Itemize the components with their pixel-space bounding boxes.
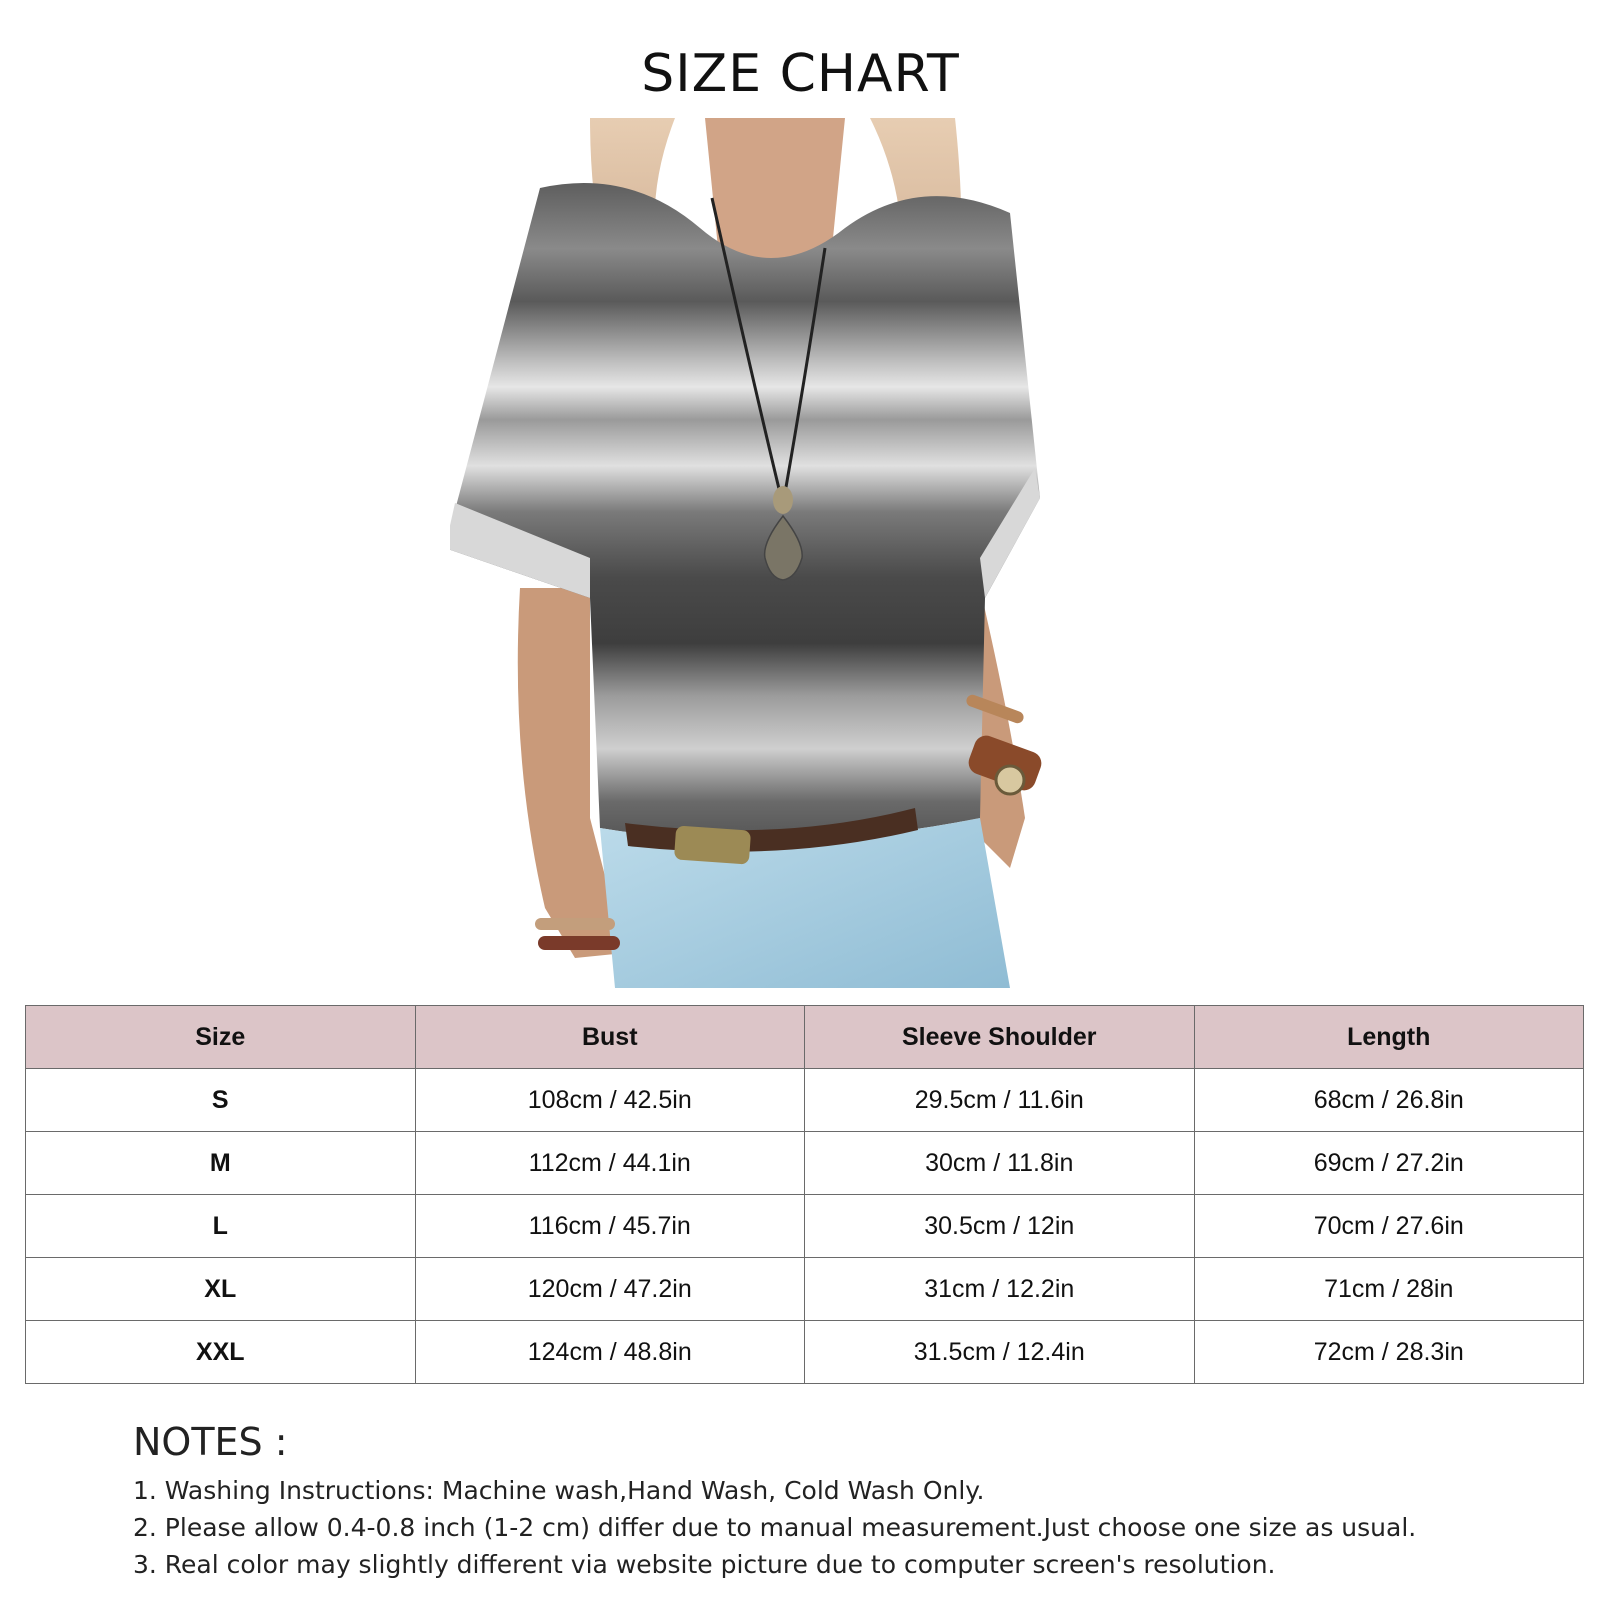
size-cell: S <box>26 1069 416 1132</box>
model-photo <box>450 118 1060 988</box>
model-wearing-striped-tshirt-photo <box>450 118 1060 988</box>
length-cell: 70cm / 27.6in <box>1194 1195 1584 1258</box>
sleeve-shoulder-cell: 31.5cm / 12.4in <box>805 1321 1195 1384</box>
page-title: SIZE CHART <box>641 44 960 104</box>
notes-list <box>133 1472 1573 1583</box>
bust-cell: 124cm / 48.8in <box>415 1321 805 1384</box>
bust-cell: 108cm / 42.5in <box>415 1069 805 1132</box>
column-header-bust: Bust <box>415 1006 805 1069</box>
notes-title: NOTES : <box>133 1420 288 1464</box>
size-cell: L <box>26 1195 416 1258</box>
length-cell: 71cm / 28in <box>1194 1258 1584 1321</box>
length-cell: 69cm / 27.2in <box>1194 1132 1584 1195</box>
length-cell: 68cm / 26.8in <box>1194 1069 1584 1132</box>
column-header-length: Length <box>1194 1006 1584 1069</box>
size-chart-table <box>25 1005 1584 1384</box>
size-cell: M <box>26 1132 416 1195</box>
note-item: 1. Washing Instructions: Machine wash,Hand Wash, Cold Wash Only. <box>133 1476 985 1505</box>
length-cell: 72cm / 28.3in <box>1194 1321 1584 1384</box>
column-header-sleeve-shoulder: Sleeve Shoulder <box>805 1006 1195 1069</box>
bust-cell: 116cm / 45.7in <box>415 1195 805 1258</box>
column-header-size: Size <box>26 1006 416 1069</box>
note-item: 3. Real color may slightly different via website picture due to computer screen's resolution. <box>133 1550 1276 1579</box>
sleeve-shoulder-cell: 30.5cm / 12in <box>805 1195 1195 1258</box>
sleeve-shoulder-cell: 31cm / 12.2in <box>805 1258 1195 1321</box>
table-row <box>26 1132 1584 1195</box>
table-row <box>26 1195 1584 1258</box>
sleeve-shoulder-cell: 29.5cm / 11.6in <box>805 1069 1195 1132</box>
table-row <box>26 1321 1584 1384</box>
bust-cell: 112cm / 44.1in <box>415 1132 805 1195</box>
note-item: 2. Please allow 0.4-0.8 inch (1-2 cm) differ due to manual measurement.Just choose one size as usual. <box>133 1513 1417 1542</box>
table-header-row <box>26 1006 1584 1069</box>
table-row <box>26 1069 1584 1132</box>
bust-cell: 120cm / 47.2in <box>415 1258 805 1321</box>
size-cell: XL <box>26 1258 416 1321</box>
size-cell: XXL <box>26 1321 416 1384</box>
notes-section <box>133 1418 1573 1583</box>
table-row <box>26 1258 1584 1321</box>
sleeve-shoulder-cell: 30cm / 11.8in <box>805 1132 1195 1195</box>
